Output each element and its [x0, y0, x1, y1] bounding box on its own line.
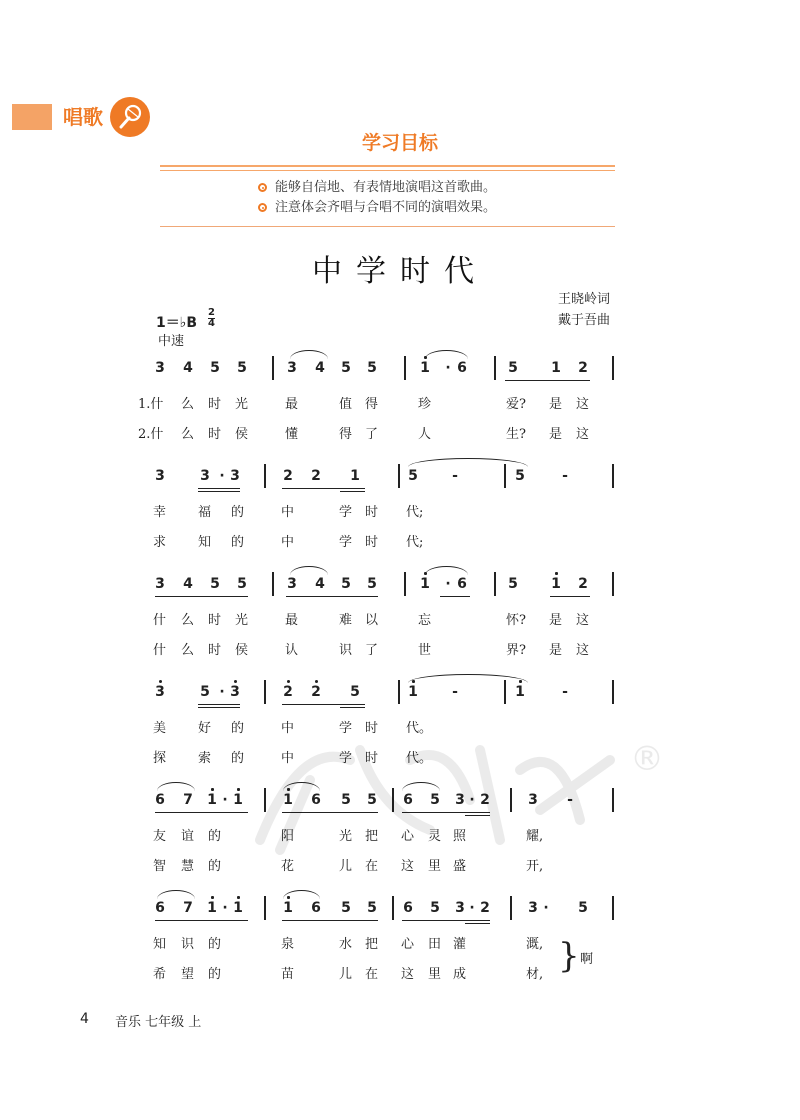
song-title: 中学时代 — [312, 254, 488, 289]
bar-line — [404, 572, 406, 596]
lyric-syllable: 学 — [339, 721, 353, 736]
lyric-syllable: 溉, — [526, 937, 544, 952]
lyric-syllable: 中 — [281, 721, 295, 736]
lyric-syllable: 什 — [153, 613, 167, 628]
lyric-syllable: 生? — [506, 427, 526, 442]
beat-underline — [198, 704, 240, 705]
score-note: 6 — [155, 900, 165, 916]
lyric-syllable: 的 — [231, 505, 245, 520]
lyric-syllable: 时 — [365, 721, 379, 736]
lyric-syllable: 光 — [235, 613, 249, 628]
lyric-syllable: 这 — [576, 427, 590, 442]
beat-underline — [282, 920, 378, 921]
high-octave-dot — [211, 896, 214, 899]
lyric-syllable: 田 — [428, 937, 442, 952]
score-note: · — [543, 900, 549, 916]
lyric-syllable: 代; — [406, 505, 424, 520]
lyric-syllable: 时 — [365, 535, 379, 550]
lyric-syllable: 这 — [401, 859, 415, 874]
lyric-syllable: 中 — [281, 751, 295, 766]
lyric-syllable: 谊 — [181, 829, 195, 844]
score-note: 4 — [315, 576, 325, 592]
lyric-syllable: 识 — [339, 643, 353, 658]
score-note: 6 — [457, 360, 467, 376]
score-note: 3 — [455, 900, 465, 916]
lyric-syllable: 2.什 — [138, 427, 164, 442]
score-note: 1 — [233, 900, 243, 916]
lyric-syllable: 人 — [418, 427, 432, 442]
lyric-syllable: 的 — [231, 721, 245, 736]
page-number: 4 — [80, 1011, 89, 1027]
score-note: 2 — [283, 684, 293, 700]
lyric-syllable: 么 — [181, 643, 195, 658]
objective-item: 注意体会齐唱与合唱不同的演唱效果。 — [258, 198, 496, 218]
score-note: 5 — [430, 792, 440, 808]
lyric-syllable: 时 — [208, 613, 222, 628]
lyric-syllable: 忘 — [418, 613, 432, 628]
lyric-syllable: 儿 — [339, 967, 353, 982]
score-note: - — [562, 468, 568, 484]
lyric-syllable: 时 — [365, 751, 379, 766]
lyric-syllable: 福 — [198, 505, 212, 520]
high-octave-dot — [237, 896, 240, 899]
score-note: 1 — [420, 360, 430, 376]
score-note: 5 — [210, 360, 220, 376]
score-note: 3 — [155, 684, 165, 700]
publisher-watermark — [240, 720, 664, 860]
lyric-syllable: 了 — [365, 643, 379, 658]
score-note: 7 — [183, 792, 193, 808]
slur-tie — [157, 782, 195, 791]
lyric-syllable: 里 — [428, 859, 442, 874]
score-note: · — [469, 792, 475, 808]
high-octave-dot — [315, 680, 318, 683]
lyric-syllable: 最 — [285, 613, 299, 628]
score-note: - — [562, 684, 568, 700]
slur-tie — [157, 890, 195, 899]
lyric-syllable: 幸 — [153, 505, 167, 520]
lyric-syllable: 识 — [181, 937, 195, 952]
score-note: 4 — [183, 576, 193, 592]
lyric-syllable: 得 — [339, 427, 353, 442]
score-note: 5 — [367, 792, 377, 808]
lyric-syllable: 是 — [549, 613, 563, 628]
lyric-syllable: 代。 — [406, 751, 433, 766]
bar-line — [392, 896, 394, 920]
beat-underline — [340, 707, 365, 708]
beat-underline — [198, 488, 240, 489]
score-note: - — [452, 684, 458, 700]
lyric-syllable: 世 — [418, 643, 432, 658]
lyric-syllable: 中 — [281, 535, 295, 550]
lyric-syllable: 时 — [208, 397, 222, 412]
slur-tie — [425, 350, 468, 359]
score-note: 1 — [551, 360, 561, 376]
lyric-syllable: 代。 — [406, 721, 433, 736]
lyric-syllable: 的 — [208, 937, 222, 952]
beat-underline — [286, 596, 378, 597]
lyric-syllable: 灵 — [428, 829, 442, 844]
lyric-syllable: 阳 — [281, 829, 295, 844]
bullet-icon — [258, 203, 267, 212]
score-note: 5 — [350, 684, 360, 700]
beat-underline — [465, 923, 490, 924]
beat-underline — [198, 491, 240, 492]
score-note: - — [567, 792, 573, 808]
score-note: 3 — [287, 576, 297, 592]
lyric-syllable: 花 — [281, 859, 295, 874]
lyric-syllable: 耀, — [526, 829, 544, 844]
lyric-syllable: 界? — [506, 643, 526, 658]
lyric-syllable: 的 — [208, 859, 222, 874]
beat-underline — [206, 920, 245, 921]
score-note: 3 — [155, 468, 165, 484]
score-note: 5 — [508, 576, 518, 592]
section-accent-bar — [12, 104, 52, 130]
lyric-syllable: 照 — [453, 829, 467, 844]
lyric-syllable: 儿 — [339, 859, 353, 874]
lyric-syllable: 求 — [153, 535, 167, 550]
divider — [160, 226, 615, 227]
lyric-syllable: 知 — [198, 535, 212, 550]
key-signature: 1＝♭B — [156, 315, 198, 331]
lyric-syllable: 心 — [401, 829, 415, 844]
beat-underline — [282, 704, 365, 705]
lyric-syllable: 代; — [406, 535, 424, 550]
score-note: 3 — [230, 684, 240, 700]
lyric-syllable: 这 — [576, 397, 590, 412]
score-note: · — [222, 792, 228, 808]
lyric-syllable: 知 — [153, 937, 167, 952]
score-note: 1 — [551, 576, 561, 592]
score-note: 1 — [350, 468, 360, 484]
registered-mark: ® — [630, 739, 664, 779]
lyric-syllable: 侯 — [235, 427, 249, 442]
lyric-syllable: 得 — [365, 397, 379, 412]
beat-underline — [340, 491, 365, 492]
lyric-syllable: 探 — [153, 751, 167, 766]
bar-line — [504, 464, 506, 488]
score-note: 4 — [183, 360, 193, 376]
score-note: 1 — [283, 792, 293, 808]
lyric-syllable: 什 — [153, 643, 167, 658]
score-note: 3 — [455, 792, 465, 808]
score-note: 6 — [311, 900, 321, 916]
lyric-syllable: 这 — [576, 643, 590, 658]
lyric-syllable: 索 — [198, 751, 212, 766]
objective-item: 能够自信地、有表情地演唱这首歌曲。 — [258, 178, 496, 198]
bar-line — [494, 572, 496, 596]
lyric-syllable: 水 — [339, 937, 353, 952]
lyric-syllable: 里 — [428, 967, 442, 982]
objectives-title: 学习目标 — [361, 132, 438, 154]
score-note: · — [445, 576, 451, 592]
high-octave-dot — [159, 680, 162, 683]
score-note: 2 — [311, 684, 321, 700]
slur-tie — [290, 566, 328, 575]
score-note: 5 — [515, 468, 525, 484]
slur-tie — [408, 674, 528, 683]
score-note: 3 — [528, 900, 538, 916]
lyric-syllable: 时 — [208, 427, 222, 442]
song-credits — [558, 289, 610, 331]
lyric-syllable: 学 — [339, 535, 353, 550]
lyric-syllable: 认 — [285, 643, 299, 658]
lyric-syllable: 美 — [153, 721, 167, 736]
beat-underline — [550, 380, 590, 381]
high-octave-dot — [234, 680, 237, 683]
divider — [160, 165, 615, 167]
lyric-syllable: 的 — [231, 535, 245, 550]
bar-line — [398, 680, 400, 704]
score-note: 3 — [155, 360, 165, 376]
bar-line — [612, 572, 614, 596]
bar-line — [510, 896, 512, 920]
lyric-syllable: 最 — [285, 397, 299, 412]
lyric-syllable: 学 — [339, 505, 353, 520]
high-octave-dot — [555, 572, 558, 575]
lyric-syllable: 盛 — [453, 859, 467, 874]
divider — [160, 170, 615, 171]
lyric-syllable: 这 — [576, 613, 590, 628]
bar-line — [504, 680, 506, 704]
score-note: 1 — [207, 900, 217, 916]
lyric-syllable: 是 — [549, 427, 563, 442]
lyric-syllable: 学 — [339, 751, 353, 766]
score-note: 5 — [367, 576, 377, 592]
score-note: · — [219, 684, 225, 700]
slur-tie — [290, 350, 328, 359]
score-note: · — [222, 900, 228, 916]
score-note: 7 — [183, 900, 193, 916]
lyric-syllable: 材, — [526, 967, 544, 982]
beat-underline — [402, 920, 490, 921]
lyric-syllable: 在 — [365, 967, 379, 982]
score-note: 2 — [311, 468, 321, 484]
score-note: 5 — [341, 576, 351, 592]
lyric-syllable: 光 — [235, 397, 249, 412]
slur-tie — [408, 458, 528, 467]
bar-line — [264, 896, 266, 920]
bar-line — [612, 464, 614, 488]
score-note: 1 — [408, 684, 418, 700]
lyric-syllable: 成 — [453, 967, 467, 982]
score-note: 5 — [408, 468, 418, 484]
lyric-syllable: 懂 — [285, 427, 299, 442]
lyric-syllable: 希 — [153, 967, 167, 982]
score-note: 6 — [311, 792, 321, 808]
slur-tie — [283, 890, 320, 899]
tempo-marking: 中速 — [158, 334, 185, 349]
lyric-syllable: 珍 — [418, 397, 432, 412]
lyric-syllable: 友 — [153, 829, 167, 844]
lyric-syllable: 智 — [153, 859, 167, 874]
score-note: 2 — [578, 576, 588, 592]
book-title: 音乐 七年级 上 — [115, 1015, 202, 1030]
lyric-syllable: 怀? — [506, 613, 526, 628]
lyric-aside: 啊 — [580, 952, 594, 967]
score-note: 1 — [233, 792, 243, 808]
score-note: 3 — [230, 468, 240, 484]
score-note: 4 — [315, 360, 325, 376]
score-note: 5 — [341, 900, 351, 916]
score-note: 1 — [420, 576, 430, 592]
score-note: 1 — [283, 900, 293, 916]
lyric-syllable: 把 — [365, 829, 379, 844]
lyric-syllable: 么 — [181, 427, 195, 442]
lyric-syllable: 时 — [365, 505, 379, 520]
lyric-syllable: 中 — [281, 505, 295, 520]
score-note: 5 — [237, 360, 247, 376]
score-note: 3 — [528, 792, 538, 808]
lyric-syllable: 灌 — [453, 937, 467, 952]
score-note: 5 — [200, 684, 210, 700]
lyric-syllable: 以 — [365, 613, 379, 628]
lyric-syllable: 在 — [365, 859, 379, 874]
lyric-syllable: 是 — [549, 397, 563, 412]
score-note: 1 — [515, 684, 525, 700]
lyric-syllable: 苗 — [281, 967, 295, 982]
lyric-syllable: 1.什 — [138, 397, 164, 412]
time-signature: 2 4 — [208, 307, 215, 329]
beat-underline — [198, 707, 240, 708]
score-note: 5 — [210, 576, 220, 592]
bar-line — [272, 356, 274, 380]
lyric-syllable: 的 — [208, 967, 222, 982]
score-note: 5 — [430, 900, 440, 916]
lyric-syllable: 么 — [181, 613, 195, 628]
lyric-syllable: 开, — [526, 859, 544, 874]
score-note: 6 — [403, 900, 413, 916]
score-note: 5 — [237, 576, 247, 592]
bar-line — [612, 356, 614, 380]
score-note: 5 — [367, 900, 377, 916]
score-note: 3 — [155, 576, 165, 592]
score-note: 5 — [367, 360, 377, 376]
score-note: 2 — [578, 360, 588, 376]
high-octave-dot — [211, 788, 214, 791]
section-label: 唱歌 — [63, 105, 103, 129]
lyric-syllable: 好 — [198, 721, 212, 736]
bar-line — [612, 896, 614, 920]
score-note: - — [452, 468, 458, 484]
lyric-syllable: 光 — [339, 829, 353, 844]
lyric-syllable: 么 — [181, 397, 195, 412]
lyric-syllable: 望 — [181, 967, 195, 982]
slur-tie — [425, 566, 468, 575]
bar-line — [612, 680, 614, 704]
score-note: 6 — [403, 792, 413, 808]
composer: 戴于吾曲 — [557, 313, 610, 328]
bar-line — [494, 356, 496, 380]
bar-line — [264, 464, 266, 488]
lyric-syllable: 难 — [339, 613, 353, 628]
score-note: 2 — [480, 900, 490, 916]
bar-line — [404, 356, 406, 380]
lyric-syllable: 慧 — [181, 859, 195, 874]
score-note: · — [469, 900, 475, 916]
high-octave-dot — [287, 680, 290, 683]
bar-line — [264, 680, 266, 704]
lyric-syllable: 的 — [231, 751, 245, 766]
bullet-icon — [258, 183, 267, 192]
lyric-syllable: 把 — [365, 937, 379, 952]
score-note: 5 — [341, 360, 351, 376]
score-note: 5 — [508, 360, 518, 376]
lyric-syllable: 了 — [365, 427, 379, 442]
score-note: · — [445, 360, 451, 376]
score-note: 3 — [200, 468, 210, 484]
score-note: 5 — [578, 900, 588, 916]
score-note: 6 — [155, 792, 165, 808]
score-note: 5 — [341, 792, 351, 808]
lyric-syllable: 侯 — [235, 643, 249, 658]
beat-underline — [155, 596, 248, 597]
brace: } — [558, 936, 580, 976]
lyric-syllable: 这 — [401, 967, 415, 982]
score-note: 1 — [207, 792, 217, 808]
lyric-syllable: 心 — [401, 937, 415, 952]
beat-underline — [440, 596, 470, 597]
lyric-syllable: 值 — [339, 397, 353, 412]
score-note: · — [219, 468, 225, 484]
bar-line — [272, 572, 274, 596]
lyric-syllable: 是 — [549, 643, 563, 658]
lyricist: 王晓岭词 — [557, 292, 610, 307]
beat-underline — [550, 596, 590, 597]
lyric-syllable: 泉 — [281, 937, 295, 952]
lyric-syllable: 爱? — [506, 397, 526, 412]
lyric-syllable: 时 — [208, 643, 222, 658]
beat-underline — [282, 488, 365, 489]
score-note: 3 — [287, 360, 297, 376]
lyric-syllable: 的 — [208, 829, 222, 844]
score-note: 2 — [480, 792, 490, 808]
score-note: 6 — [457, 576, 467, 592]
bar-line — [398, 464, 400, 488]
score-note: 2 — [283, 468, 293, 484]
